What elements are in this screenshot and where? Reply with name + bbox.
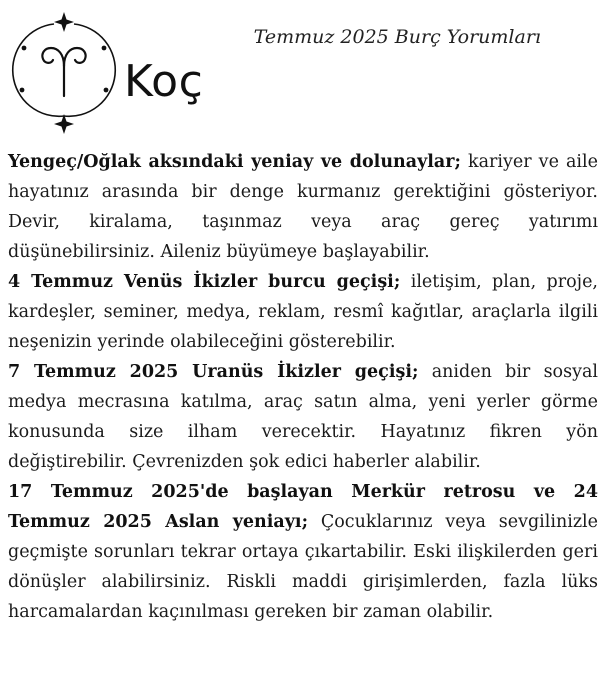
page-title: Temmuz 2025 Burç Yorumları (253, 26, 541, 48)
paragraph-heading: 4 Temmuz Venüs İkizler burcu geçişi; (8, 272, 401, 292)
header (0, 0, 605, 150)
paragraph-venus-gemini (8, 267, 598, 357)
paragraph-body: Çocuklarınız veya sevgilinizle geçmişte sorunları tekrar ortaya çıkartabilir. Eski ilişkilerden geri dönüşler alabilirsiniz. Riskli maddi girişimlerden, fazla lüks harcamalardan kaçınılması gereken bir zaman olabilir. (8, 512, 598, 622)
paragraph-uranus-gemini (8, 357, 598, 477)
paragraph-heading: Yengeç/Oğlak aksındaki yeniay ve dolunaylar; (8, 152, 461, 172)
paragraph-mercury-retro (8, 477, 598, 627)
paragraph-body: iletişim, plan, proje, kardeşler, seminer, medya, reklam, resmî kağıtlar, araçlarla ilgili neşenizin yerinde olabileceğini gösterebilir. (8, 272, 598, 352)
paragraph-new-full-moons (8, 147, 598, 267)
aries-icon (42, 48, 85, 96)
paragraph-body: kariyer ve aile hayatınız arasında bir denge kurmanız gerektiğini gösteriyor. Devir, kiralama, taşınmaz veya araç gereç yatırımı düşünebilirsiniz. Aileniz büyümeye başlayabilir. (8, 152, 598, 262)
sign-name: Koç (124, 56, 204, 107)
paragraph-heading: 7 Temmuz 2025 Uranüs İkizler geçişi; (8, 362, 419, 382)
horoscope-text (8, 147, 598, 627)
aries-emblem-icon (8, 10, 120, 138)
paragraph-body: aniden bir sosyal medya mecrasına katılma, araç satın alma, yeni yerler görme konusunda size ilham verecektir. Hayatınız fikren yön değiştirebilir. Çevrenizden şok edici haberler alabilir. (8, 362, 598, 472)
paragraph-heading: 17 Temmuz 2025'de başlayan Merkür retrosu ve 24 Temmuz 2025 Aslan yeniayı; (8, 482, 598, 532)
